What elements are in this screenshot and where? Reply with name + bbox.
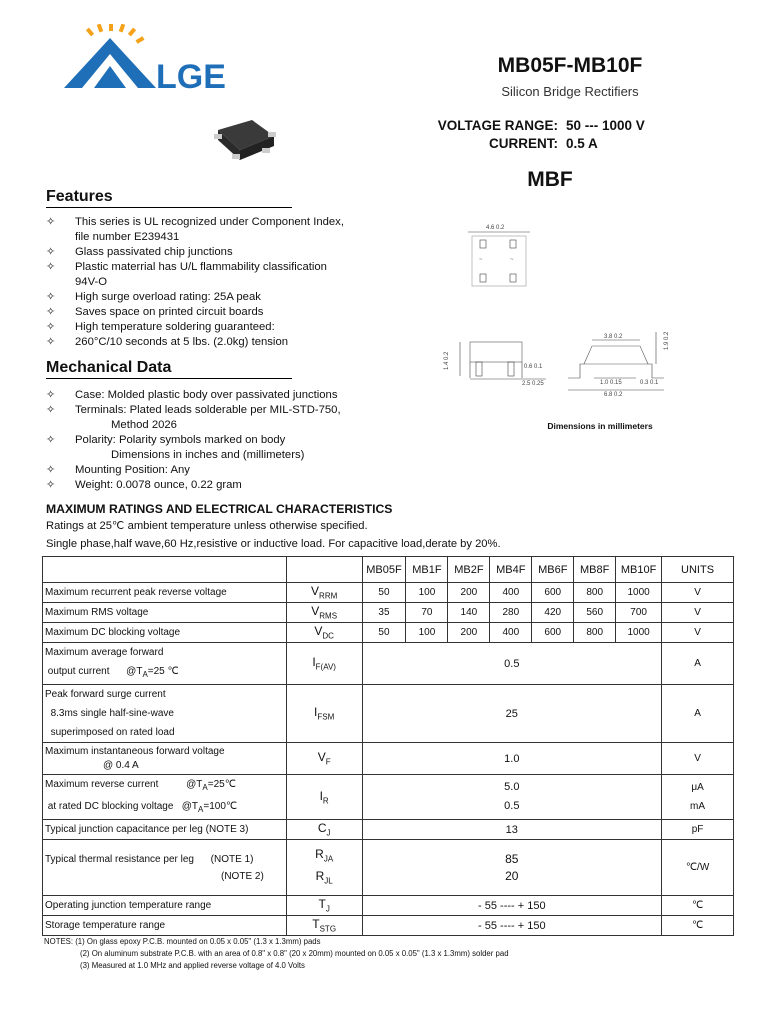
part-number: MB05F-MB10F [497, 54, 643, 77]
mechanical-list [46, 388, 386, 493]
table-row: Maximum DC blocking voltage $V_{DC}$ 50 100 200 400 600 800 1000 V [43, 623, 734, 643]
svg-text:3.8 0.2: 3.8 0.2 [604, 334, 623, 340]
lge-logo [60, 24, 250, 94]
table-row: Typical thermal resistance per leg (NOTE 1) (NOTE 2) $R_{JA}$ $R_{JL}$ 85 20 ℃/W [43, 840, 734, 896]
drawing-caption: Dimensions in millimeters [547, 421, 653, 431]
list-item: ✧ Polarity: Polarity symbols marked on body Dimensions in inches and (millimeters) [46, 433, 386, 463]
list-item: ✧ High surge overload rating: 25A peak [46, 290, 386, 305]
table-row: Peak forward surge current 8.3ms single half-sine-wave superimposed on rated load $I_{FSM}$ 25 A [43, 685, 734, 743]
svg-text:2.5 0.25: 2.5 0.25 [522, 381, 544, 387]
table-row: Maximum reverse current $@T_A=25℃$ at rated DC blocking voltage $@T_A=100℃$ $I_R$ 5.0 0.5 μA mA [43, 775, 734, 820]
list-item: ✧ High temperature soldering guaranteed: [46, 320, 386, 335]
list-item: ✧ Weight: 0.0078 ounce, 0.22 gram [46, 478, 386, 493]
svg-text:4.6 0.2: 4.6 0.2 [486, 225, 505, 231]
dimension-drawing [440, 218, 670, 418]
ratings-note-1: Ratings at 25℃ ambient temperature unless otherwise specified. [46, 520, 368, 532]
list-item: ✧ 260°C/10 seconds at 5 lbs. (2.0kg) tension [46, 335, 386, 350]
spec-block [412, 118, 645, 154]
mechanical-heading: Mechanical Data [46, 359, 292, 379]
note-line: (2) On aluminum substrate P.C.B. with an area of 0.8" x 0.8" (20 x 20mm) mounted on 0.05 x 0.05" (1.3 x 1.3mm) solder pad [80, 949, 509, 958]
notes [44, 936, 509, 972]
list-item: ✧ Mounting Position: Any [46, 463, 386, 478]
current-label: CURRENT: [489, 136, 558, 151]
table-row: Maximum RMS voltage $V_{RMS}$ 35 70 140 280 420 560 700 V [43, 603, 734, 623]
list-item: ✧ Terminals: Plated leads solderable per MIL-STD-750, Method 2026 [46, 403, 386, 433]
svg-text:6.8 0.2: 6.8 0.2 [604, 392, 623, 398]
features-list [46, 215, 386, 350]
svg-text:1.4 0.2: 1.4 0.2 [444, 351, 450, 370]
table-row: Maximum instantaneous forward voltage @ 0.4 A $V_F$ 1.0 V [43, 743, 734, 775]
svg-text:0.6 0.1: 0.6 0.1 [524, 364, 543, 370]
logo-sun-icon [86, 24, 145, 44]
component-photo [212, 112, 278, 164]
table-row: Maximum average forward output current $@T_A=25$ ℃ $I_{F(AV)}$ 0.5 A [43, 643, 734, 685]
svg-text:1.9 0.2: 1.9 0.2 [664, 331, 670, 350]
voltage-value: 50 --- 1000 V [566, 118, 645, 133]
package-name: MBF [527, 168, 573, 191]
table-row: Storage temperature range $T_{STG}$ - 55 ---- + 150 ℃ [43, 916, 734, 936]
svg-text:~: ~ [479, 257, 483, 263]
table-header-row: MB05F MB1F MB2F MB4F MB6F MB8F MB10F UNITS [43, 557, 734, 583]
list-item: ✧ Saves space on printed circuit boards [46, 305, 386, 320]
table-row: Operating junction temperature range $T_J$ - 55 ---- + 150 ℃ [43, 896, 734, 916]
svg-text:0.3 0.1: 0.3 0.1 [640, 380, 659, 386]
svg-text:~: ~ [510, 257, 514, 263]
table-row: Maximum recurrent peak reverse voltage $V_{RRM}$ 50 100 200 400 600 800 1000 V [43, 583, 734, 603]
list-item: ✧ Plastic materrial has U/L flammability classification 94V-O [46, 260, 386, 290]
note-line: (3) Measured at 1.0 MHz and applied reverse voltage of 4.0 Volts [80, 961, 305, 970]
svg-text:1.0 0.15: 1.0 0.15 [600, 380, 622, 386]
note-line: NOTES: (1) On glass epoxy P.C.B. mounted on 0.05 x 0.05" (1.3 x 1.3mm) pads [44, 937, 321, 946]
current-value: 0.5 A [566, 136, 598, 151]
voltage-label: VOLTAGE RANGE: [437, 118, 558, 133]
logo-text: LGE [156, 58, 226, 94]
ratings-note-2: Single phase,half wave,60 Hz,resistive or inductive load. For capacitive load,derate by 20%. [46, 538, 501, 550]
features-heading: Features [46, 188, 292, 208]
ratings-table [42, 556, 734, 936]
logo-mark-icon [64, 38, 156, 88]
table-row: Typical junction capacitance per leg (NOTE 3) $C_J$ 13 pF [43, 820, 734, 840]
list-item: ✧ Glass passivated chip junctions [46, 245, 386, 260]
list-item: ✧ This series is UL recognized under Component Index, file number E239431 [46, 215, 386, 245]
ratings-title: MAXIMUM RATINGS AND ELECTRICAL CHARACTERISTICS [46, 502, 393, 516]
list-item: ✧ Case: Molded plastic body over passivated junctions [46, 388, 386, 403]
part-subtitle: Silicon Bridge Rectifiers [501, 84, 639, 99]
